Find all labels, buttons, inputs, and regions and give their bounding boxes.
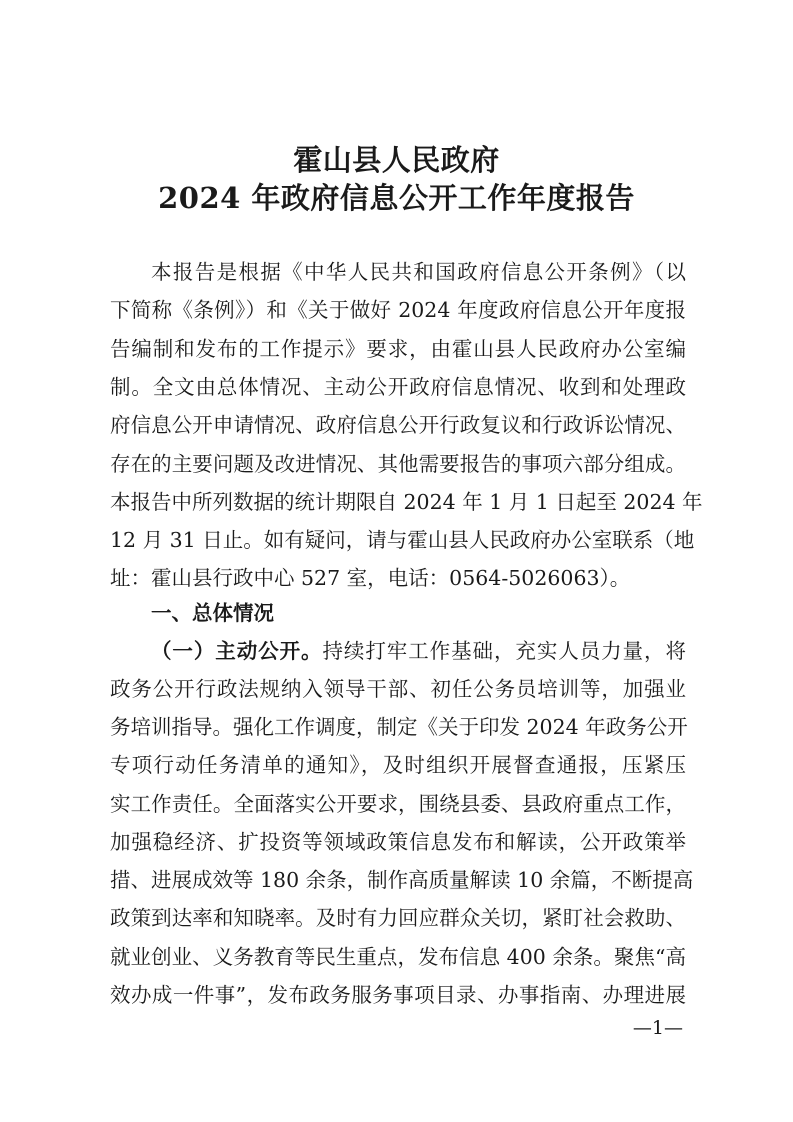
body-line: 政策到达率和知晓率。及时有力回应群众关切，紧盯社会救助、	[110, 906, 686, 930]
body-line: 实工作责任。全面落实公开要求，围绕县委、县政府重点工作，	[110, 792, 686, 816]
subsection-first-text: 持续打牢工作基础，充实人员力量，将	[322, 639, 686, 663]
body-line: 务培训指导。强化工作调度，制定《关于印发 2024 年政务公开	[110, 715, 688, 739]
body-line: 效办成一件事”，发布政务服务事项目录、办事指南、办理进展	[110, 983, 686, 1007]
intro-line: 制。全文由总体情况、主动公开政府信息情况、收到和处理政	[110, 375, 686, 399]
subsection-first-line	[151, 636, 686, 666]
intro-line: 12 月 31 日止。如有疑问，请与霍山县人民政府办公室联系（地	[110, 528, 695, 552]
body-line: 加强稳经济、扩投资等领域政策信息发布和解读，公开政策举	[110, 830, 686, 854]
body-line: 就业创业、义务教育等民生重点，发布信息 400 余条。聚焦“高	[110, 945, 686, 969]
intro-line: 下简称《条例》）和《关于做好 2024 年度政府信息公开年度报	[110, 298, 686, 322]
intro-line: 存在的主要问题及改进情况、其他需要报告的事项六部分组成。	[110, 452, 686, 476]
intro-line: 本报告中所列数据的统计期限自 2024 年 1 月 1 日起至 2024 年	[110, 490, 703, 514]
intro-line: 府信息公开申请情况、政府信息公开行政复议和行政诉讼情况、	[110, 413, 686, 437]
intro-line: 本报告是根据《中华人民共和国政府信息公开条例》（以	[151, 260, 686, 284]
subsection-lead: （一）主动公开。	[151, 639, 323, 663]
intro-line: 址：霍山县行政中心 527 室，电话：0564-5026063）。	[110, 566, 631, 590]
body-line: 措、进展成效等 180 余条，制作高质量解读 10 余篇，不断提高	[110, 868, 694, 892]
body-line: 专项行动任务清单的通知》，及时组织开展督查通报，压紧压	[110, 753, 686, 777]
document-title-line-2: 2024 年政府信息公开工作年度报告	[158, 181, 635, 215]
page-number: —1—	[632, 1017, 683, 1039]
section-heading: 一、总体情况	[151, 601, 274, 625]
body-line: 政务公开行政法规纳入领导干部、初任公务员培训等，加强业	[110, 677, 686, 701]
intro-line: 告编制和发布的工作提示》要求，由霍山县人民政府办公室编	[110, 337, 686, 361]
document-title-line-1: 霍山县人民政府	[293, 143, 500, 177]
